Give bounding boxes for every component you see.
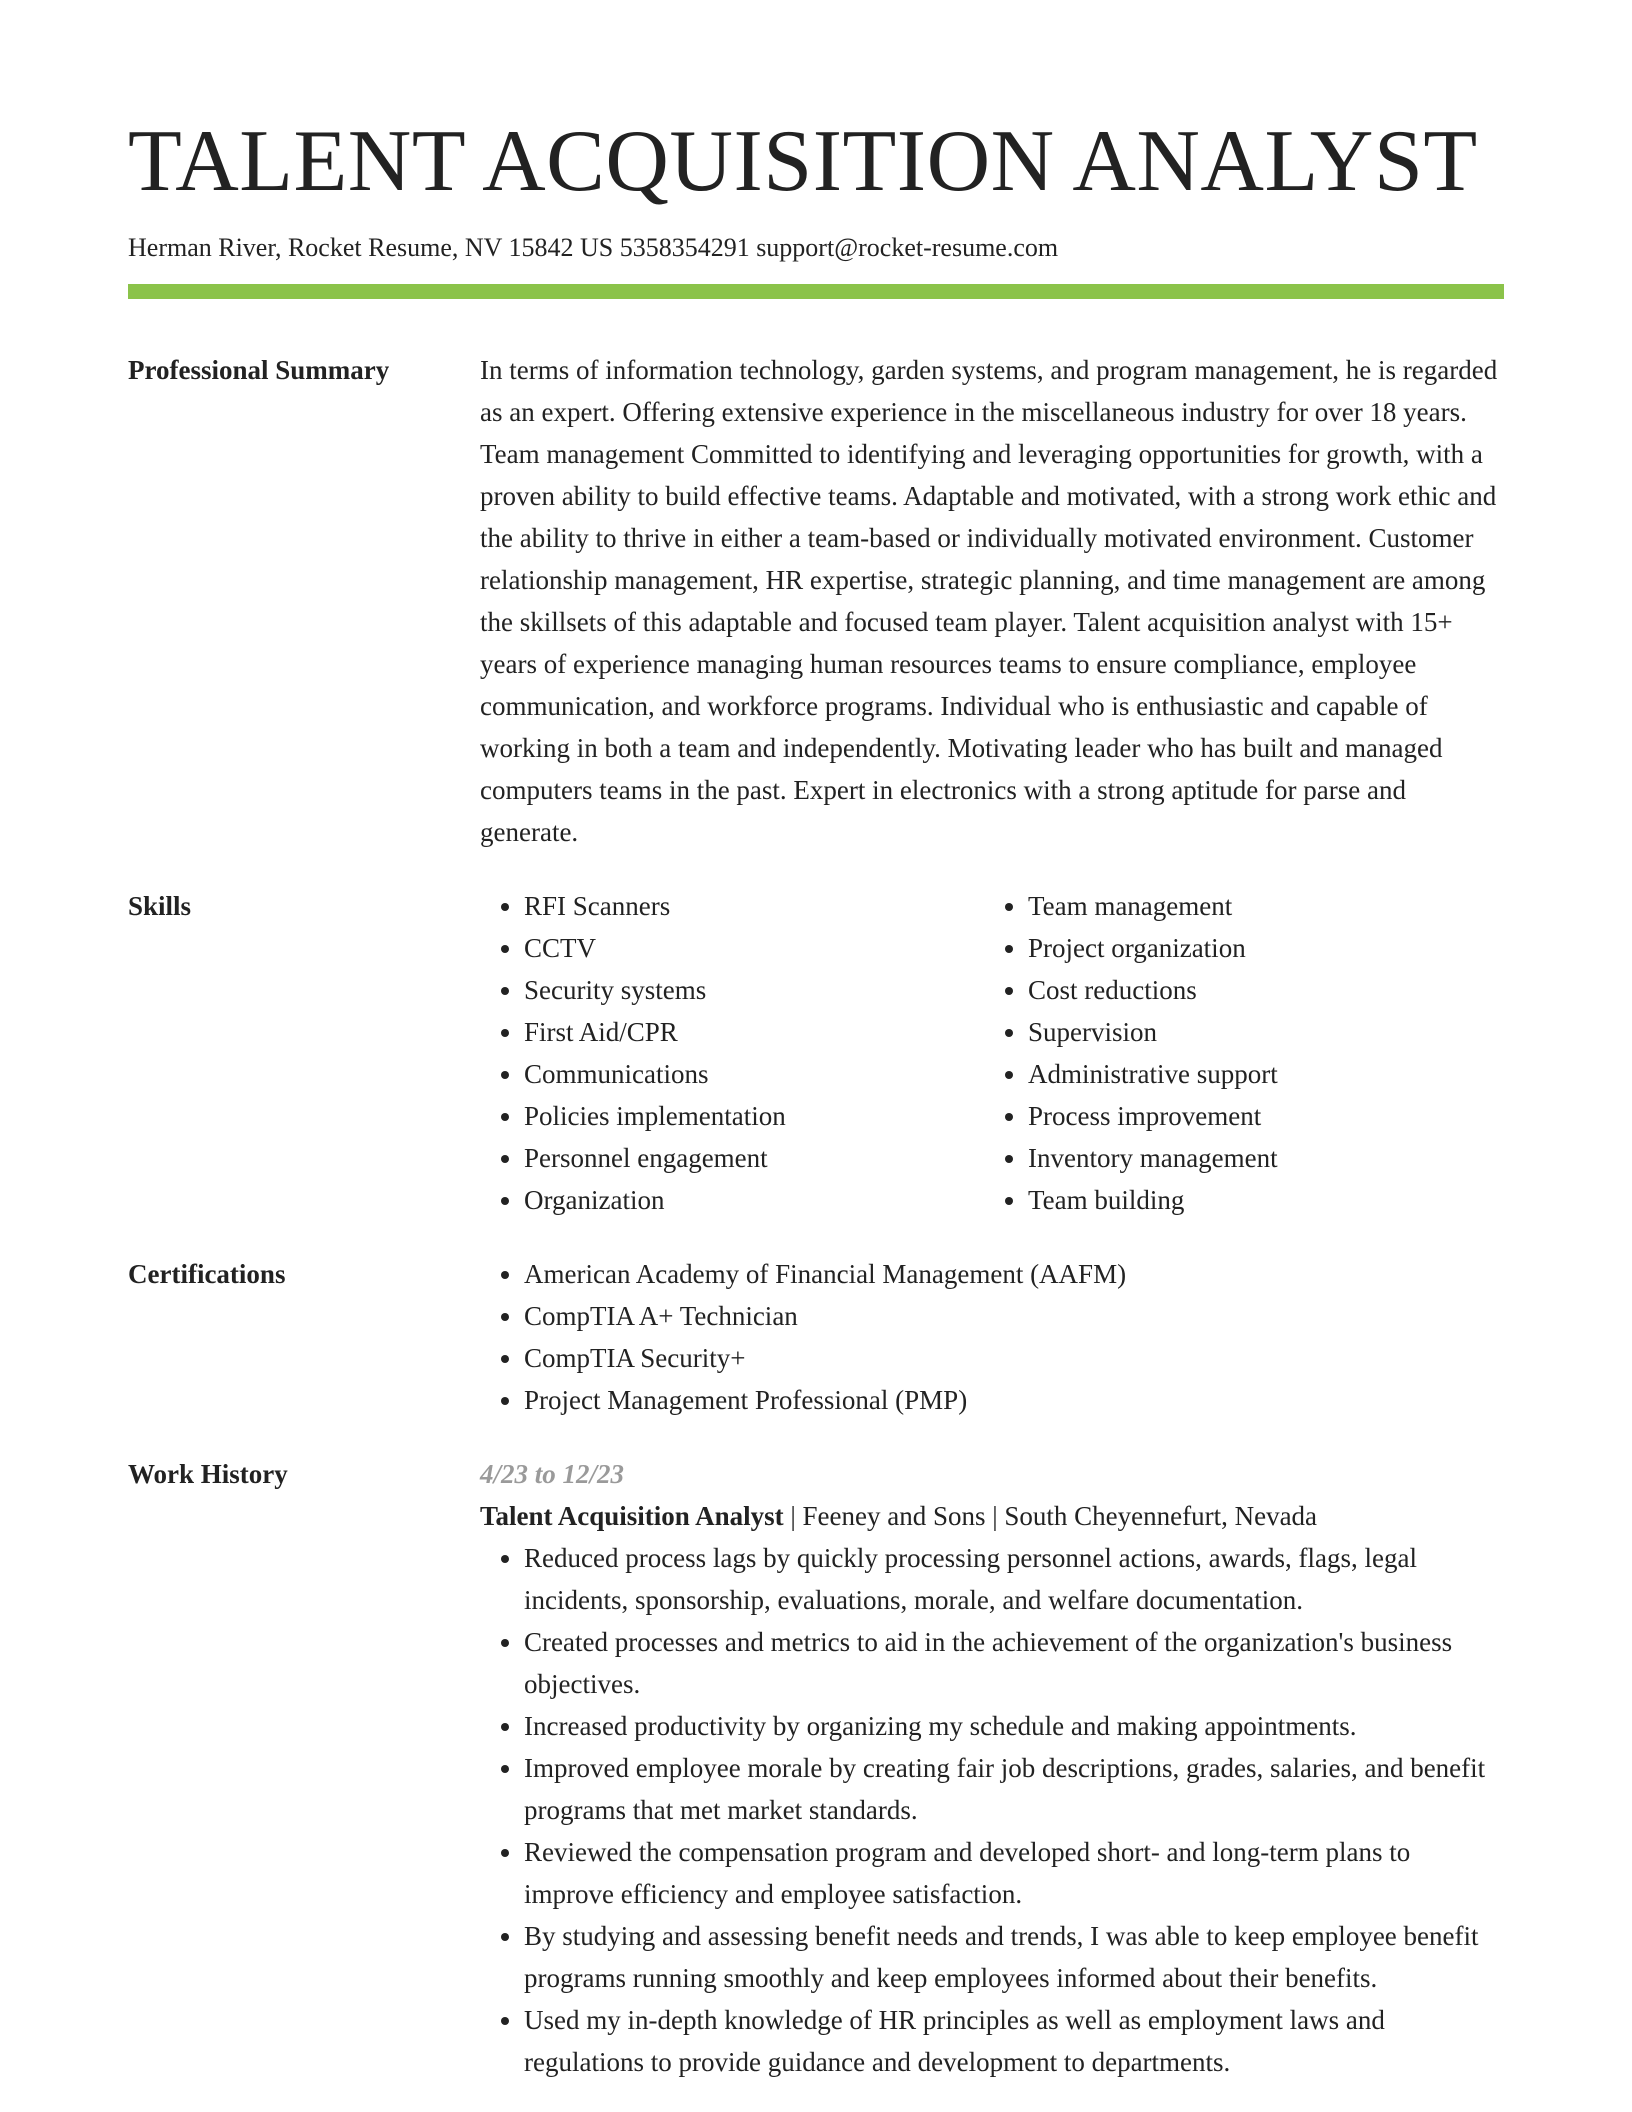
skill-item: • Policies implementation — [524, 1095, 984, 1137]
skills-list-right — [984, 885, 1488, 1221]
skills-column-left — [480, 885, 984, 1221]
skill-item: • Communications — [524, 1053, 984, 1095]
skills-columns — [480, 885, 1504, 1221]
job-bullets — [480, 1537, 1504, 2083]
certifications-list — [480, 1253, 1504, 1421]
job-bullet: • Improved employee morale by creating fair job descriptions, grades, salaries, and benefit programs that met market standards. — [524, 1747, 1504, 1831]
job-bullet: • Reduced process lags by quickly processing personnel actions, awards, flags, legal incidents, sponsorship, evaluations, morale, and welfare documentation. — [524, 1537, 1504, 1621]
section-label-certifications: Certifications — [128, 1259, 286, 1290]
resume-page — [128, 113, 1504, 2083]
skill-item: • Organization — [524, 1179, 984, 1221]
resume-title: TALENT ACQUISITION ANALYST — [128, 113, 1478, 210]
certification-item: • American Academy of Financial Management (AAFM) — [524, 1253, 1504, 1295]
skill-item: • Project organization — [1028, 927, 1488, 969]
skills-column-right — [984, 885, 1488, 1221]
skill-item: • CCTV — [524, 927, 984, 969]
job-details: | Feeney and Sons | South Cheyennefurt, Nevada — [783, 1501, 1318, 1532]
job-bullet: • Increased productivity by organizing my schedule and making appointments. — [524, 1705, 1504, 1747]
section-label-summary: Professional Summary — [128, 355, 390, 386]
certifications-section — [128, 1253, 1504, 1421]
skill-item: • Administrative support — [1028, 1053, 1488, 1095]
skill-item: • Inventory management — [1028, 1137, 1488, 1179]
summary-text: In terms of information technology, garden systems, and program management, he is regarded as an expert. Offering extensive experience in the miscellaneous industry for over 18 years. Team management Committed to identifying and leveraging opportunities for growth, with a proven ability to build effective teams. Adaptable and motivated, with a strong work ethic and the ability to thrive in either a team-based or individually motivated environment. Customer relationship management, HR expertise, strategic planning, and time management are among the skillsets of this adaptable and focused team player. Talent acquisition analyst with 15+ years of experience managing human resources teams to ensure compliance, employee communication, and workforce programs. Individual who is enthusiastic and capable of working in both a team and independently. Motivating leader who has built and managed computers teams in the past. Expert in electronics with a strong aptitude for parse and generate. — [480, 355, 1498, 848]
job-bullet: • Used my in-depth knowledge of HR principles as well as employment laws and regulations to provide guidance and development to departments. — [524, 1999, 1504, 2083]
skill-item: • Team building — [1028, 1179, 1488, 1221]
job-title: Talent Acquisition Analyst — [480, 1501, 784, 1532]
accent-divider — [128, 284, 1504, 299]
certifications-body — [480, 1253, 1504, 1421]
certification-item: • CompTIA Security+ — [524, 1337, 1504, 1379]
job-bullet: • By studying and assessing benefit needs and trends, I was able to keep employee benefit programs running smoothly and keep employees informed about their benefits. — [524, 1915, 1504, 1999]
skill-item: • Team management — [1028, 885, 1488, 927]
skill-item: • Cost reductions — [1028, 969, 1488, 1011]
contact-line: Herman River, Rocket Resume, NV 15842 US 5358354291 support@rocket-resume.com — [128, 233, 1059, 262]
job-dates: 4/23 to 12/23 — [480, 1459, 625, 1490]
work-history-section — [128, 1453, 1504, 2083]
skill-item: • RFI Scanners — [524, 885, 984, 927]
job-bullet: • Created processes and metrics to aid in the achievement of the organization's business objectives. — [524, 1621, 1504, 1705]
certification-item: • CompTIA A+ Technician — [524, 1295, 1504, 1337]
skill-item: • Security systems — [524, 969, 984, 1011]
skill-item: • Supervision — [1028, 1011, 1488, 1053]
skill-item: • First Aid/CPR — [524, 1011, 984, 1053]
work-history-body — [480, 1453, 1504, 2083]
skill-item: • Personnel engagement — [524, 1137, 984, 1179]
section-label-work-history: Work History — [128, 1459, 288, 1490]
summary-section — [128, 349, 1504, 853]
skill-item: • Process improvement — [1028, 1095, 1488, 1137]
certification-item: • Project Management Professional (PMP) — [524, 1379, 1504, 1421]
skills-section — [128, 885, 1504, 1221]
job-bullet: • Reviewed the compensation program and developed short- and long-term plans to improve efficiency and employee satisfaction. — [524, 1831, 1504, 1915]
job-heading — [480, 1495, 1504, 1537]
skills-list-left — [480, 885, 984, 1221]
section-label-skills: Skills — [128, 891, 192, 922]
